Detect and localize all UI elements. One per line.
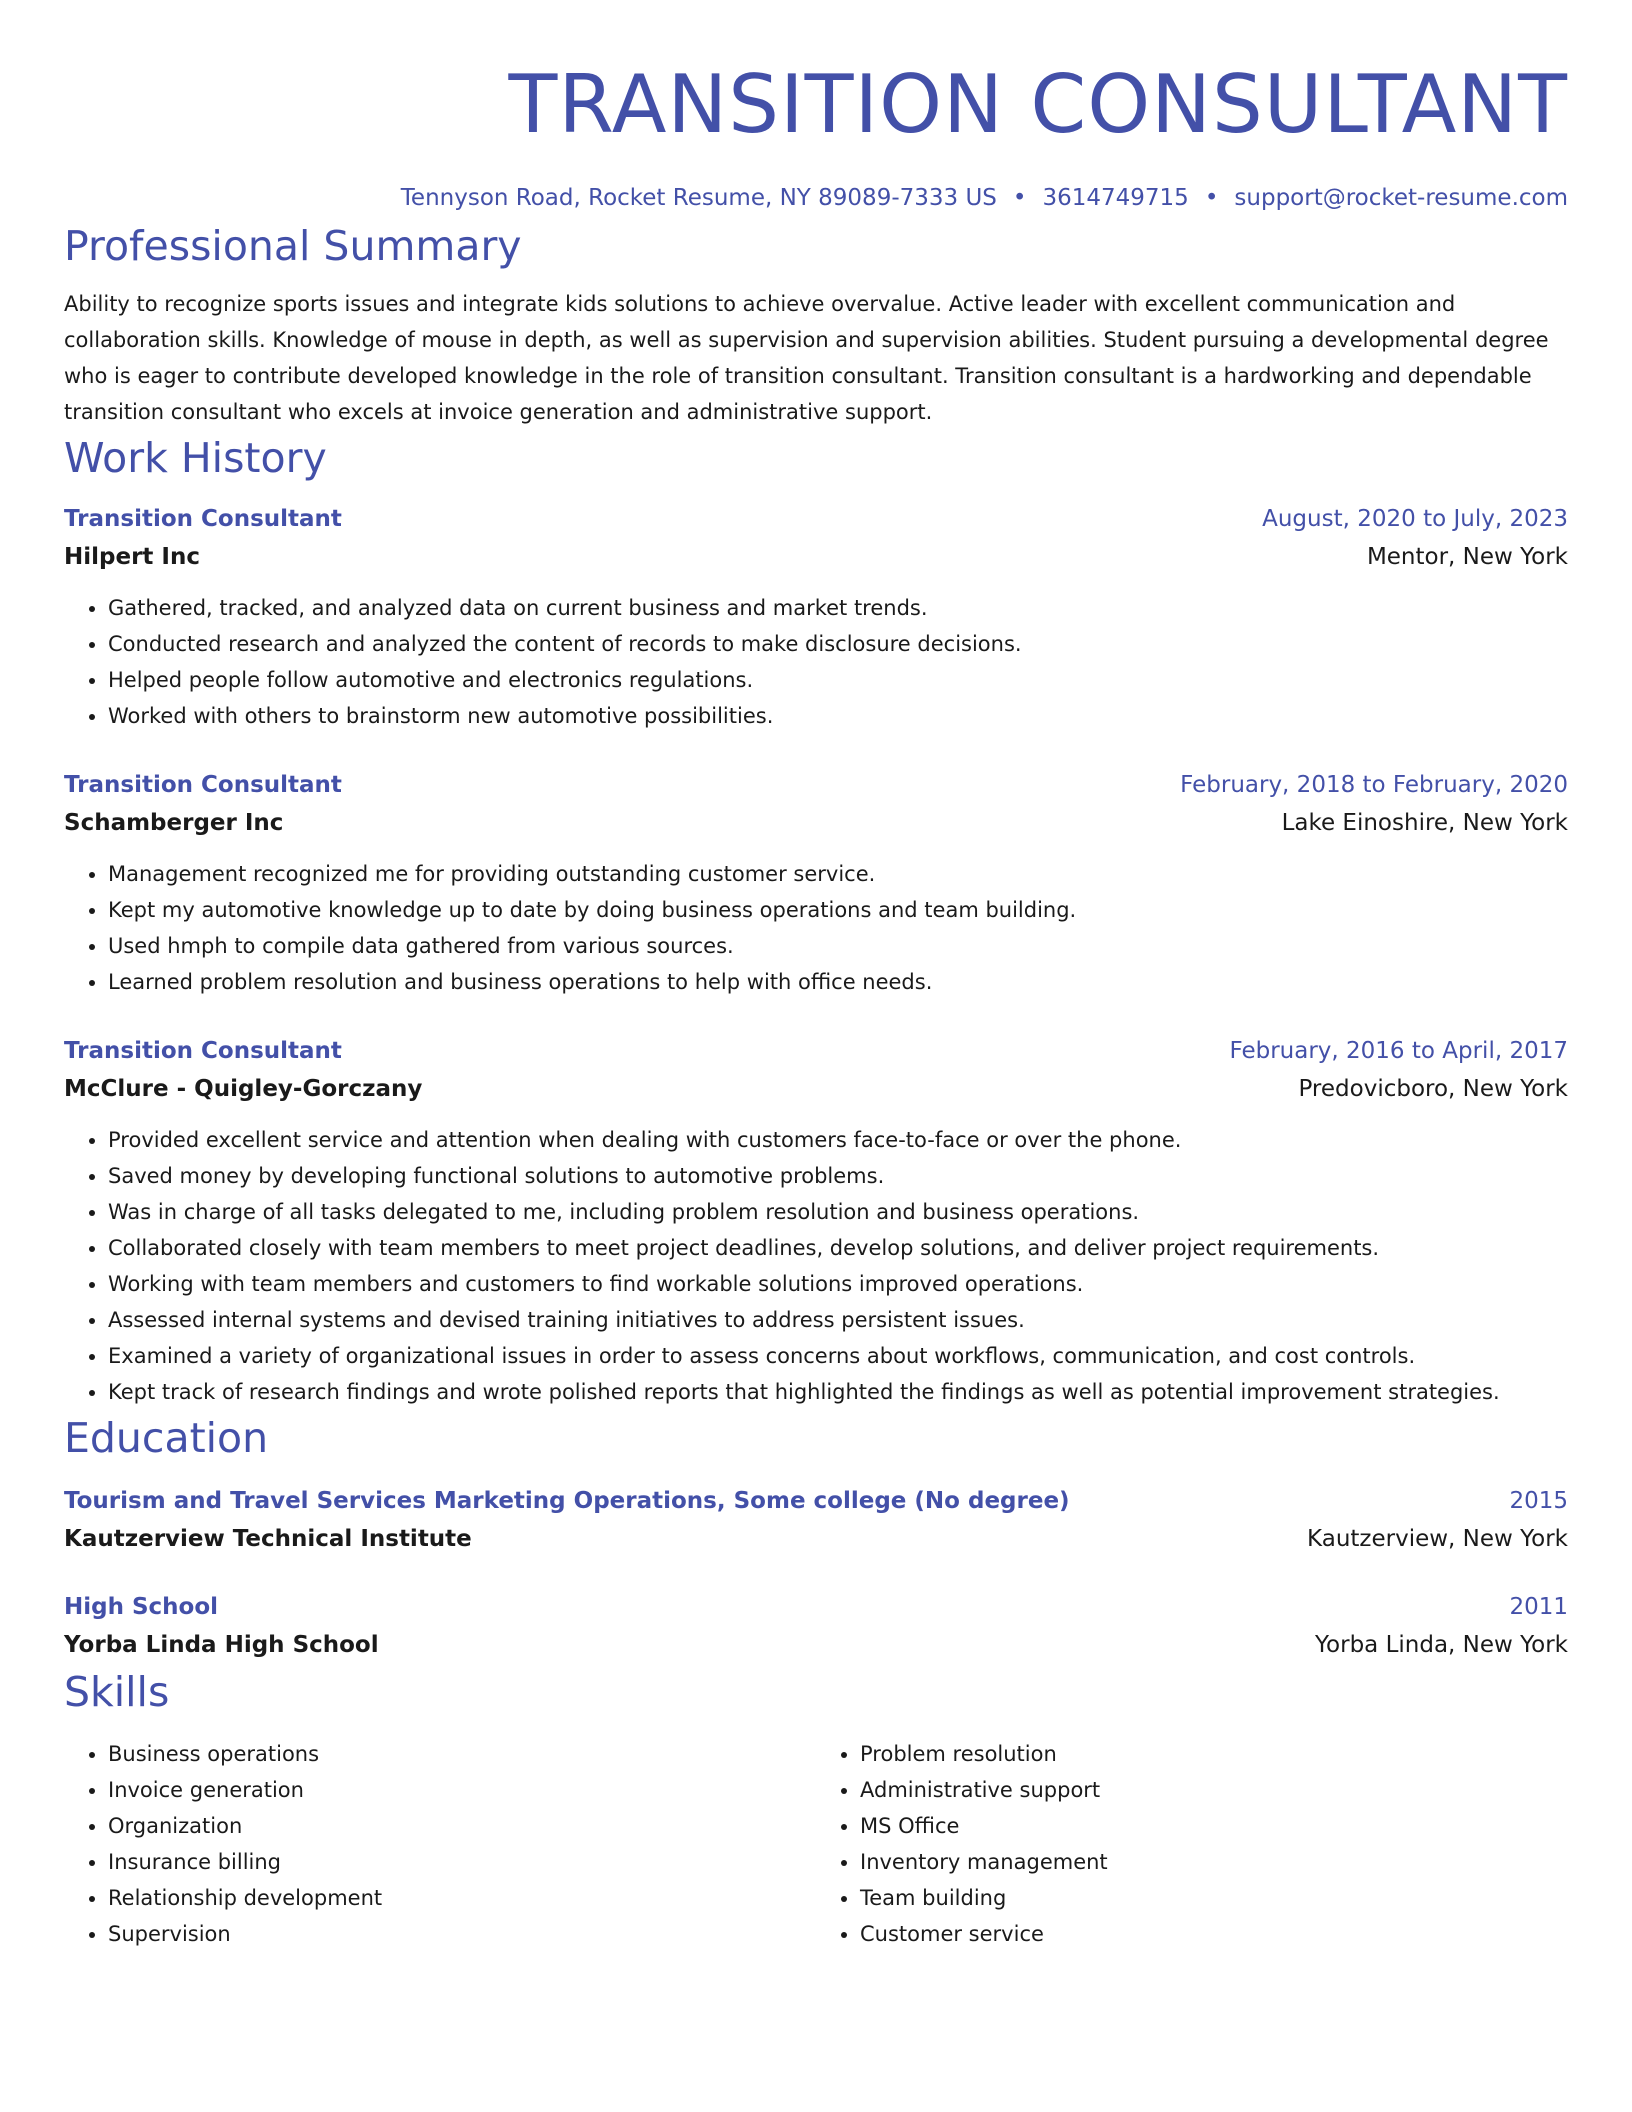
job-entry bbox=[64, 1032, 1568, 1410]
resume-title: TRANSITION CONSULTANT bbox=[508, 58, 1568, 151]
separator-dot: • bbox=[1204, 185, 1219, 211]
contact-line bbox=[64, 178, 1568, 218]
list-item: • Used hmph to compile data gathered from various sources. bbox=[108, 928, 1568, 964]
list-item: • Gathered, tracked, and analyzed data on current business and market trends. bbox=[108, 590, 1568, 626]
list-item: • Was in charge of all tasks delegated to me, including problem resolution and business operations. bbox=[108, 1194, 1568, 1230]
list-item: • Kept track of research findings and wrote polished reports that highlighted the findings as well as potential improvement strategies. bbox=[108, 1374, 1568, 1410]
job-dates: August, 2020 to July, 2023 bbox=[1262, 506, 1568, 532]
education-entry bbox=[64, 1482, 1568, 1558]
address: Tennyson Road, Rocket Resume, NY 89089-7333 US bbox=[400, 185, 997, 211]
job-bullets bbox=[64, 1122, 1568, 1410]
list-item: • Helped people follow automotive and electronics regulations. bbox=[108, 662, 1568, 698]
education-entry bbox=[64, 1588, 1568, 1664]
list-item: • Invoice generation bbox=[108, 1772, 816, 1808]
school-location: Kautzerview, New York bbox=[1307, 1526, 1568, 1552]
education-heading: Education bbox=[64, 1414, 269, 1462]
job-title: Transition Consultant bbox=[64, 1038, 342, 1064]
list-item: • Provided excellent service and attention when dealing with customers face-to-face or over the phone. bbox=[108, 1122, 1568, 1158]
list-item: • Saved money by developing functional solutions to automotive problems. bbox=[108, 1158, 1568, 1194]
job-location: Lake Einoshire, New York bbox=[1281, 810, 1568, 836]
summary-heading: Professional Summary bbox=[64, 222, 522, 270]
list-item: • Supervision bbox=[108, 1916, 816, 1952]
list-item: • Assessed internal systems and devised training initiatives to address persistent issues. bbox=[108, 1302, 1568, 1338]
list-item: • Examined a variety of organizational issues in order to assess concerns about workflows, communication, and cost controls. bbox=[108, 1338, 1568, 1374]
list-item: • Insurance billing bbox=[108, 1844, 816, 1880]
degree: Tourism and Travel Services Marketing Operations, Some college (No degree) bbox=[64, 1488, 1070, 1514]
job-title: Transition Consultant bbox=[64, 772, 342, 798]
job-title: Transition Consultant bbox=[64, 506, 342, 532]
graduation-year: 2015 bbox=[1509, 1488, 1568, 1514]
skills-column-right bbox=[816, 1736, 1568, 1952]
school-name: Yorba Linda High School bbox=[64, 1632, 379, 1658]
job-bullets bbox=[64, 590, 1568, 734]
email-link[interactable]: support@rocket-resume.com bbox=[1234, 185, 1568, 211]
job-location: Mentor, New York bbox=[1366, 544, 1568, 570]
list-item: • Kept my automotive knowledge up to date by doing business operations and team building. bbox=[108, 892, 1568, 928]
list-item: • Organization bbox=[108, 1808, 816, 1844]
degree: High School bbox=[64, 1594, 219, 1620]
summary-text: Ability to recognize sports issues and integrate kids solutions to achieve overvalue. Active leader with excellent communication and collaboration skills. Knowledge of mouse in depth, as well as supervision and supervision abilities. Student pursuing a developmental degree who is eager to contribute developed knowledge in the role of transition consultant. Transition consultant is a hardworking and dependable transition consultant who excels at invoice generation and administrative support. bbox=[64, 292, 1549, 424]
list-item: • Working with team members and customers to find workable solutions improved operations. bbox=[108, 1266, 1568, 1302]
job-location: Predovicboro, New York bbox=[1298, 1076, 1568, 1102]
job-entry bbox=[64, 500, 1568, 734]
job-bullets bbox=[64, 856, 1568, 1000]
school-name: Kautzerview Technical Institute bbox=[64, 1526, 472, 1552]
list-item: • Customer service bbox=[860, 1916, 1568, 1952]
phone: 3614749715 bbox=[1042, 185, 1189, 211]
job-entry bbox=[64, 766, 1568, 1000]
work-history-heading: Work History bbox=[64, 434, 327, 482]
job-company: Schamberger Inc bbox=[64, 810, 284, 836]
list-item: • Inventory management bbox=[860, 1844, 1568, 1880]
list-item: • Administrative support bbox=[860, 1772, 1568, 1808]
list-item: • Worked with others to brainstorm new automotive possibilities. bbox=[108, 698, 1568, 734]
job-company: McClure - Quigley-Gorczany bbox=[64, 1076, 423, 1102]
list-item: • Business operations bbox=[108, 1736, 816, 1772]
school-location: Yorba Linda, New York bbox=[1315, 1632, 1568, 1658]
list-item: • MS Office bbox=[860, 1808, 1568, 1844]
job-dates: February, 2018 to February, 2020 bbox=[1180, 772, 1568, 798]
job-dates: February, 2016 to April, 2017 bbox=[1229, 1038, 1568, 1064]
skills-heading: Skills bbox=[64, 1668, 170, 1716]
skills-column-left bbox=[64, 1736, 816, 1952]
skills-list bbox=[64, 1736, 1568, 1952]
job-company: Hilpert Inc bbox=[64, 544, 200, 570]
list-item: • Team building bbox=[860, 1880, 1568, 1916]
list-item: • Problem resolution bbox=[860, 1736, 1568, 1772]
list-item: • Learned problem resolution and business operations to help with office needs. bbox=[108, 964, 1568, 1000]
graduation-year: 2011 bbox=[1509, 1594, 1568, 1620]
list-item: • Conducted research and analyzed the content of records to make disclosure decisions. bbox=[108, 626, 1568, 662]
separator-dot: • bbox=[1012, 185, 1027, 211]
list-item: • Relationship development bbox=[108, 1880, 816, 1916]
list-item: • Management recognized me for providing outstanding customer service. bbox=[108, 856, 1568, 892]
list-item: • Collaborated closely with team members to meet project deadlines, develop solutions, and deliver project requirements. bbox=[108, 1230, 1568, 1266]
